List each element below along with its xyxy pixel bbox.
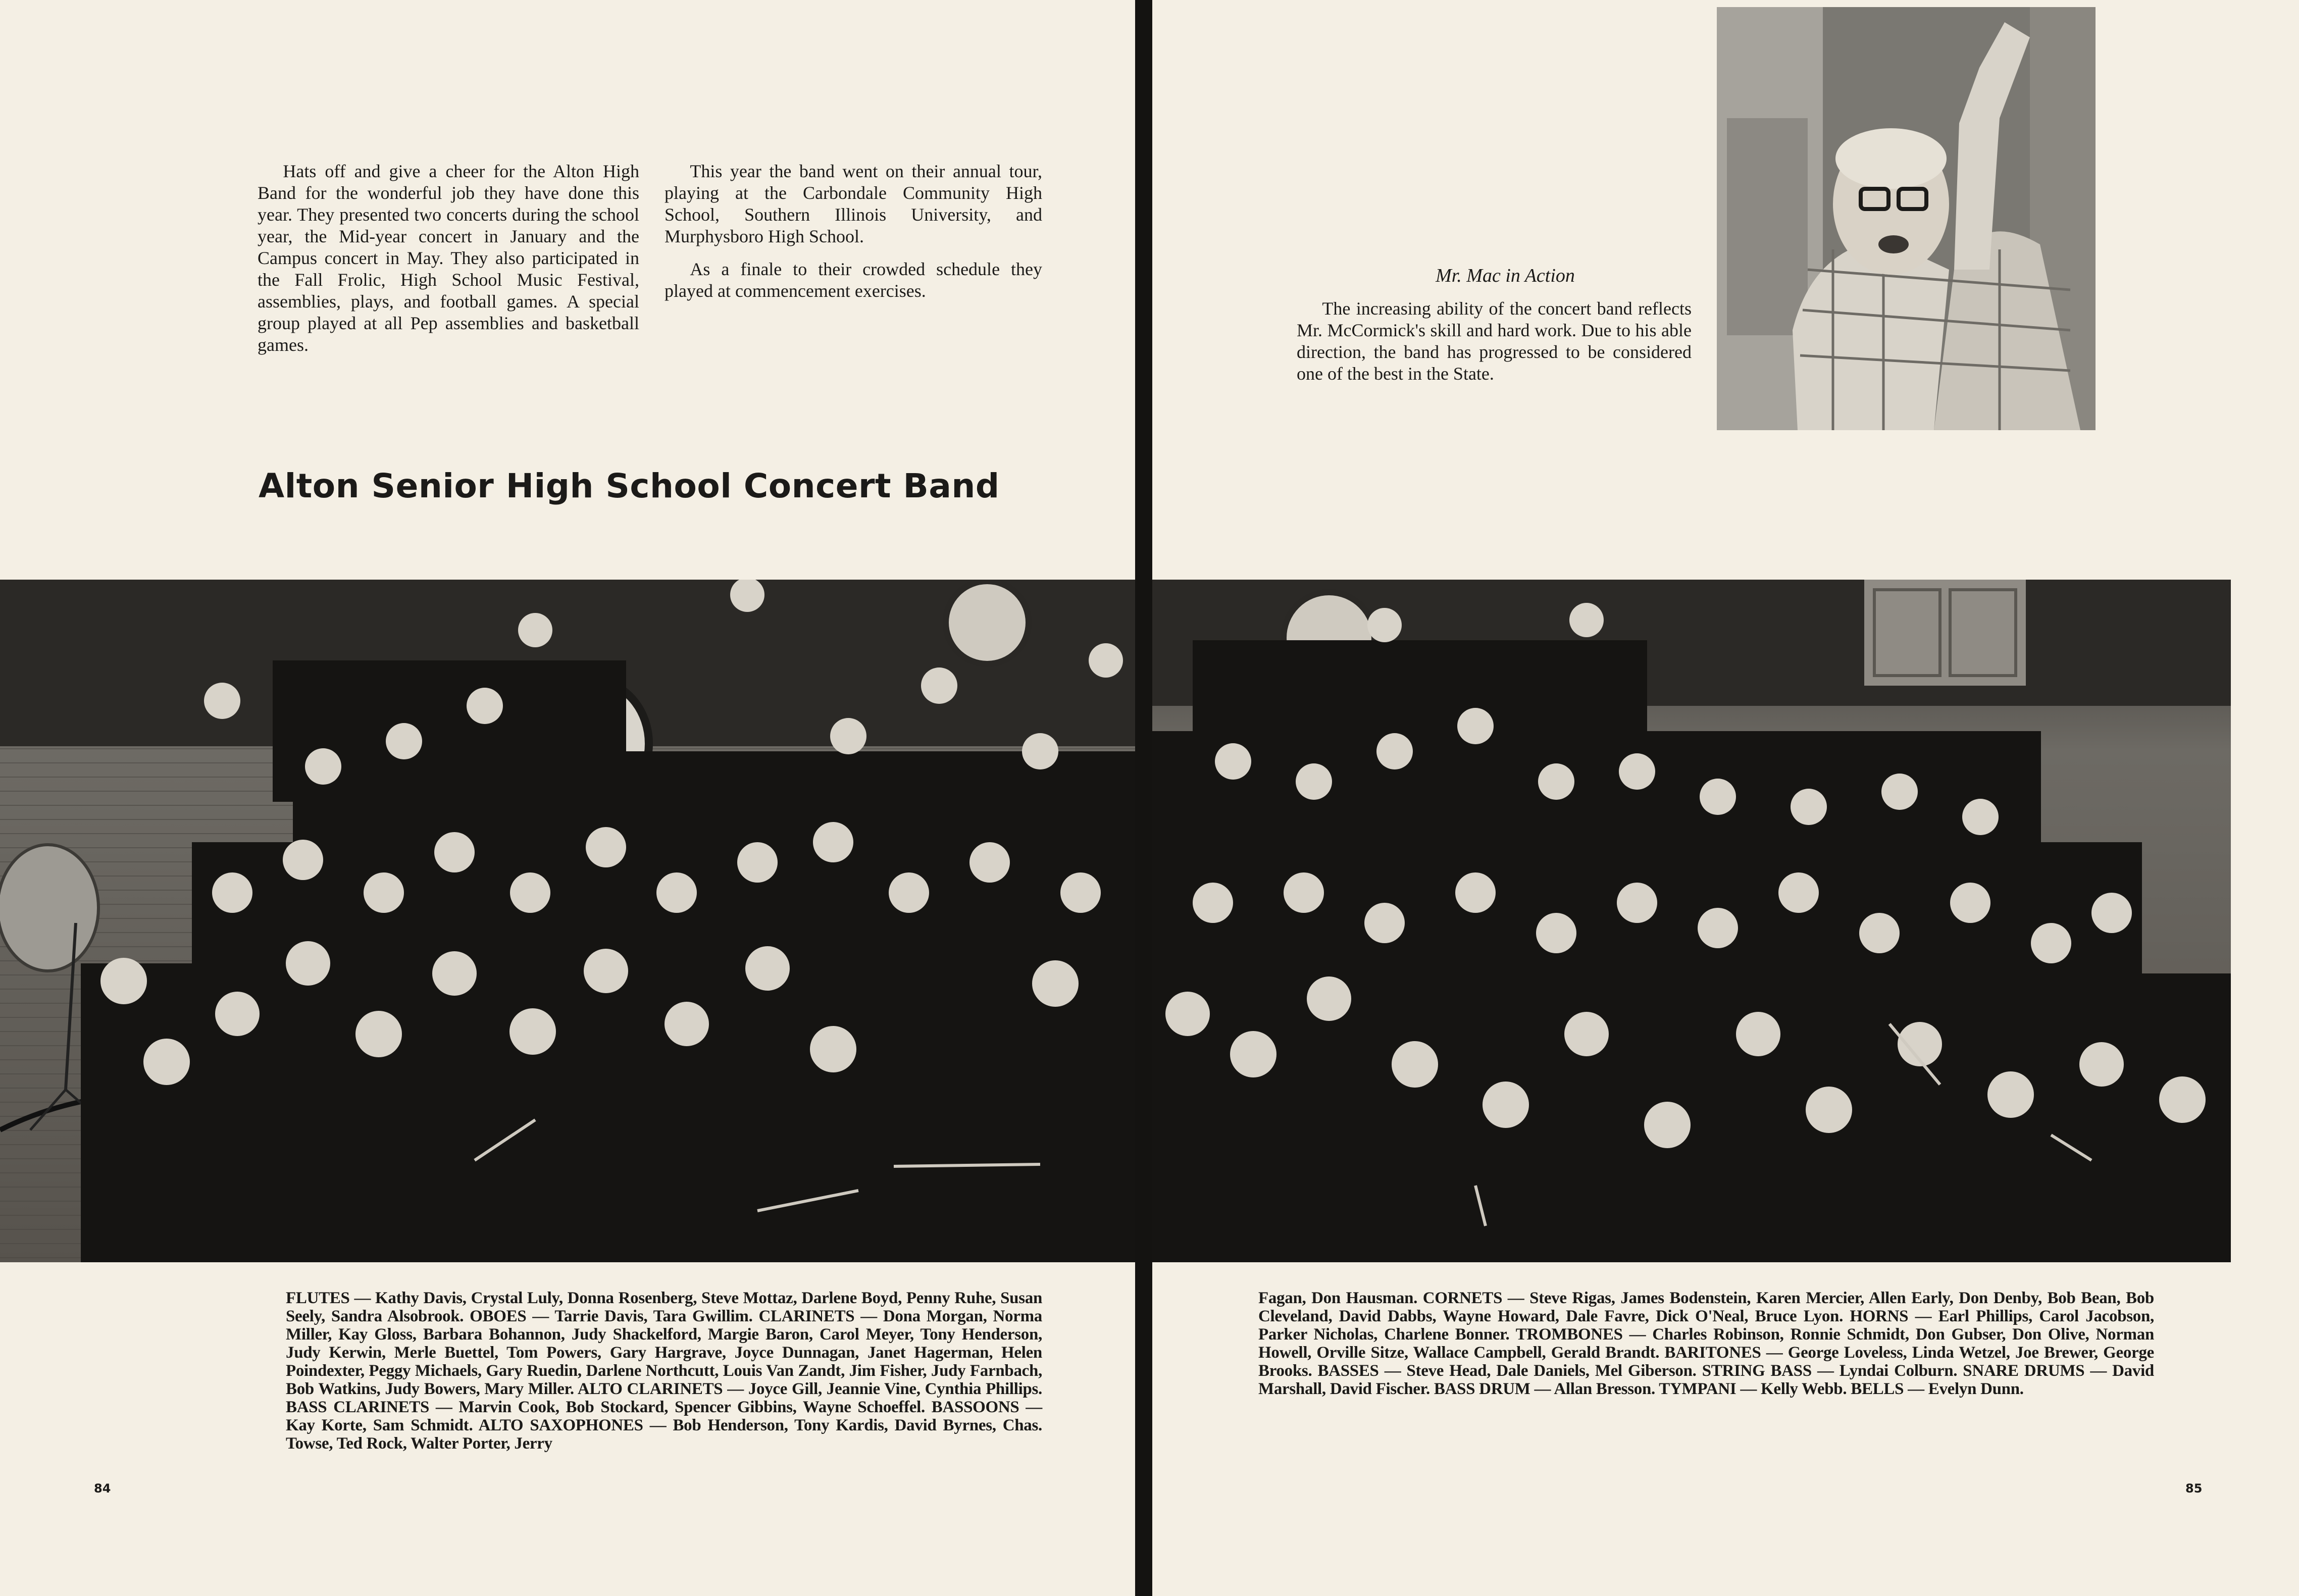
conductor-portrait-illustration <box>1717 7 2096 430</box>
left-page <box>0 0 1135 1596</box>
page-number-85: 85 <box>2185 1481 2203 1496</box>
photo-caption-title: Mr. Mac in Action <box>1436 265 1575 286</box>
page-number-84: 84 <box>94 1481 111 1496</box>
page-headline: Alton Senior High School Concert Band <box>259 467 1000 505</box>
photo-caption-text: The increasing ability of the concert band reflects Mr. McCormick's skill and hard work. Due to his able direction, the band has progressed to be considered one of the best in the State. <box>1297 298 1692 384</box>
page-gutter <box>1135 0 1152 1596</box>
tour-column <box>665 161 1042 313</box>
band-photo-illustration-right <box>1152 580 2231 1262</box>
band-group-photo-left <box>0 580 1135 1262</box>
tour-paragraph: This year the band went on their annual tour, playing at the Carbondale Community High School, Southern Illinois University, and Murphysboro High School. <box>665 161 1042 246</box>
right-page <box>1152 0 2299 1596</box>
roster-right: Fagan, Don Hausman. CORNETS — Steve Rigas, James Bodenstein, Karen Mercier, Allen Early, Don Denby, Bob Bean, Bob Cleveland, David Dabbs, Wayne Howard, Dale Favre, Dick O'Neal, Bruce Lyon. HORNS — Earl Phillips, Carol Jacobson, Parker Nicholas, Charlene Bonner. TROMBONES — Charles Robinson, Ronnie Schmidt, Don Gubser, Don Olive, Norman Howell, Orville Sitze, Wallace Campbell, Gerald Brandt. BARITONES — George Loveless, Linda Wetzel, Joe Brewer, George Brooks. BASSES — Steve Head, Dale Daniels, Mel Giberson. STRING BASS — Lyndai Colburn. SNARE DRUMS — David Marshall, David Fischer. BASS DRUM — Allan Bresson. TYMPANI — Kelly Webb. BELLS — Evelyn Dunn. <box>1258 1289 2154 1398</box>
finale-paragraph: As a finale to their crowded schedule they played at commencement exercises. <box>665 259 1042 301</box>
roster-left: FLUTES — Kathy Davis, Crystal Luly, Donna Rosenberg, Steve Mottaz, Darlene Boyd, Penny Ruhe, Susan Seely, Sandra Alsobrook. OBOES — Tarrie Davis, Tara Gwillim. CLARINETS — Dona Morgan, Norma Miller, Kay Gloss, Barbara Bohannon, Judy Shackelford, Margie Baron, Carol Meyer, Tony Henderson, Judy Kerwin, Merle Buettel, Tom Powers, Gary Hargrave, Joyce Dunnagan, Janet Hagerman, Helen Poindexter, Peggy Michaels, Gary Ruedin, Darlene Northcutt, Louis Van Zandt, Jim Fisher, Judy Farnbach, Bob Watkins, Judy Bowers, Mary Miller. ALTO CLARINETS — Joyce Gill, Jeannie Vine, Cynthia Phillips. BASS CLARINETS — Marvin Cook, Bob Stockard, Spencer Gibbins, Wayne Schoeffel. BASSOONS — Kay Korte, Sam Schmidt. ALTO SAXOPHONES — Bob Henderson, Tony Kardis, David Byrnes, Chas. Towse, Ted Rock, Walter Porter, Jerry <box>286 1289 1042 1453</box>
band-group-photo-right <box>1152 580 2231 1262</box>
intro-column <box>258 161 639 367</box>
conductor-portrait-photo <box>1717 7 2096 430</box>
band-photo-illustration-left <box>0 580 1135 1262</box>
intro-paragraph: Hats off and give a cheer for the Alton High Band for the wonderful job they have done this year. They presented two concerts during the school year, the Mid-year concert in January and the Campus concert in May. They also participated in the Fall Frolic, High School Music Festival, assemblies, plays, and football games. A special group played at all Pep assemblies and basketball games. <box>258 161 639 355</box>
photo-caption <box>1297 298 1692 396</box>
